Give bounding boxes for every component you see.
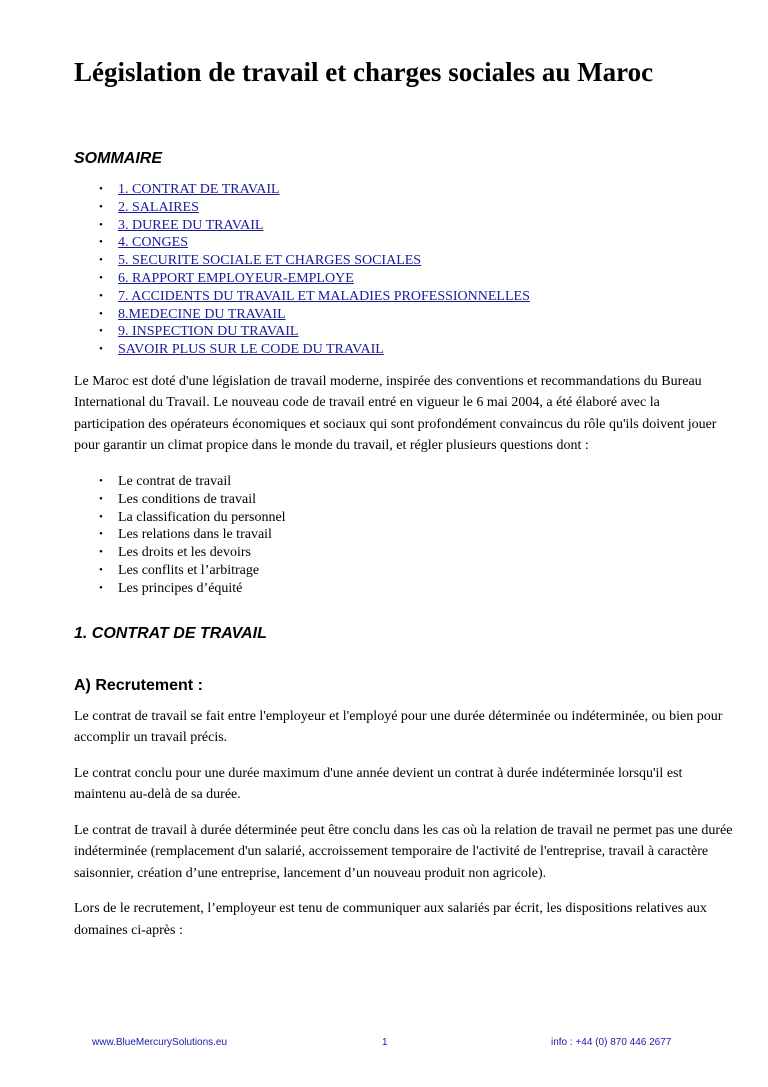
document-page — [74, 56, 734, 941]
section-heading-contrat: 1. CONTRAT DE TRAVAIL — [74, 624, 267, 642]
bullet-icon: • — [99, 546, 103, 559]
footer-website-link[interactable]: www.BlueMercurySolutions.eu — [92, 1037, 228, 1048]
toc-item — [74, 181, 734, 199]
bullet-icon: • — [99, 563, 103, 576]
footer-contact: info : +44 (0) 870 446 2677 — [551, 1037, 672, 1048]
paragraph: Lors de le recrutement, l’employeur est tenu de communiquer aux salariés par écrit, les dispositions relatives aux domaines ci-après : — [74, 901, 707, 938]
toc-link-conges[interactable]: 4. CONGES — [118, 235, 189, 251]
list-item-text: La classification du personnel — [118, 509, 286, 525]
bullet-icon: • — [99, 492, 103, 505]
list-item — [74, 491, 734, 509]
toc-link-savoir-plus[interactable]: SAVOIR PLUS SUR LE CODE DU TRAVAIL — [118, 342, 384, 358]
bullet-icon: • — [99, 325, 103, 338]
toc-item — [74, 217, 734, 235]
list-item — [74, 580, 734, 598]
bullet-icon: • — [99, 528, 103, 541]
list-item — [74, 526, 734, 544]
list-item — [74, 562, 734, 580]
toc-item — [74, 323, 734, 341]
bullet-icon: • — [99, 218, 103, 231]
toc-item — [74, 199, 734, 217]
bullet-icon: • — [99, 200, 103, 213]
paragraph: Le contrat conclu pour une durée maximum d'une année devient un contrat à durée indéterminée lorsqu'il est maintenu au-delà de sa durée. — [74, 765, 683, 803]
toc-link-inspection[interactable]: 9. INSPECTION DU TRAVAIL — [118, 324, 299, 340]
toc-item — [74, 341, 734, 359]
list-item-text: Les principes d’équité — [118, 580, 243, 596]
paragraph: Le contrat de travail à durée déterminée peut être conclu dans les cas où la relation de travail ne permet pas une durée indéterminée (remplacement d'un salarié, accroissement temporaire de l'activité de l'entreprise, travail à caractère saisonnier, création d’une entreprise, lancement d’un nouveau produit non agricole). — [74, 822, 733, 881]
bullet-icon: • — [99, 307, 103, 320]
list-item — [74, 473, 734, 491]
bullet-icon: • — [99, 271, 103, 284]
page-footer — [0, 1037, 768, 1053]
document-title: Législation de travail et charges sociales au Maroc — [74, 57, 654, 87]
toc-link-rapport[interactable]: 6. RAPPORT EMPLOYEUR-EMPLOYE — [118, 270, 354, 286]
toc-item — [74, 270, 734, 288]
sommaire-heading: SOMMAIRE — [74, 150, 162, 167]
list-item-text: Les relations dans le travail — [118, 527, 272, 543]
toc-item — [74, 252, 734, 270]
bullet-icon: • — [99, 254, 103, 267]
footer-page-number: 1 — [382, 1037, 388, 1048]
list-item — [74, 509, 734, 527]
bullet-icon: • — [99, 510, 103, 523]
bullet-icon: • — [99, 474, 103, 487]
subsection-heading-recrutement: A) Recrutement : — [74, 676, 203, 694]
toc-link-salaires[interactable]: 2. SALAIRES — [118, 199, 199, 215]
list-item-text: Les conditions de travail — [118, 491, 257, 507]
bullet-icon: • — [99, 236, 103, 249]
toc-link-accidents[interactable]: 7. ACCIDENTS DU TRAVAIL ET MALADIES PROFESSIONNELLES — [118, 288, 530, 304]
intro-topics-list — [74, 473, 734, 598]
table-of-contents — [74, 181, 734, 359]
list-item — [74, 544, 734, 562]
intro-paragraph: Le Maroc est doté d'une législation de travail moderne, inspirée des conventions et recommandations du Bureau International du Travail. Le nouveau code de travail entré en vigueur le 6 mai 2004, a été élaboré avec la participation des opérateurs économiques et sociaux qui sont profondément convaincus du rôle qu'ils doivent jouer pour garantir un climat propice dans le monde du travail, et régler plusieurs questions dont : — [74, 373, 717, 454]
toc-link-contrat[interactable]: 1. CONTRAT DE TRAVAIL — [118, 182, 280, 197]
list-item-text: Les droits et les devoirs — [118, 545, 251, 561]
toc-item — [74, 288, 734, 306]
bullet-icon: • — [99, 183, 103, 195]
toc-link-securite-sociale[interactable]: 5. SECURITE SOCIALE ET CHARGES SOCIALES — [118, 253, 422, 269]
toc-link-medecine[interactable]: 8.MEDECINE DU TRAVAIL — [118, 306, 286, 322]
list-item-text: Le contrat de travail — [118, 473, 232, 489]
bullet-icon: • — [99, 343, 103, 356]
bullet-icon: • — [99, 289, 103, 302]
list-item-text: Les conflits et l’arbitrage — [118, 562, 260, 578]
bullet-icon: • — [99, 581, 103, 594]
toc-link-duree[interactable]: 3. DUREE DU TRAVAIL — [118, 217, 264, 233]
toc-item — [74, 306, 734, 324]
toc-item — [74, 234, 734, 252]
paragraph: Le contrat de travail se fait entre l'employeur et l'employé pour une durée déterminée ou indéterminée, ou bien pour accomplir un travail précis. — [74, 708, 723, 746]
